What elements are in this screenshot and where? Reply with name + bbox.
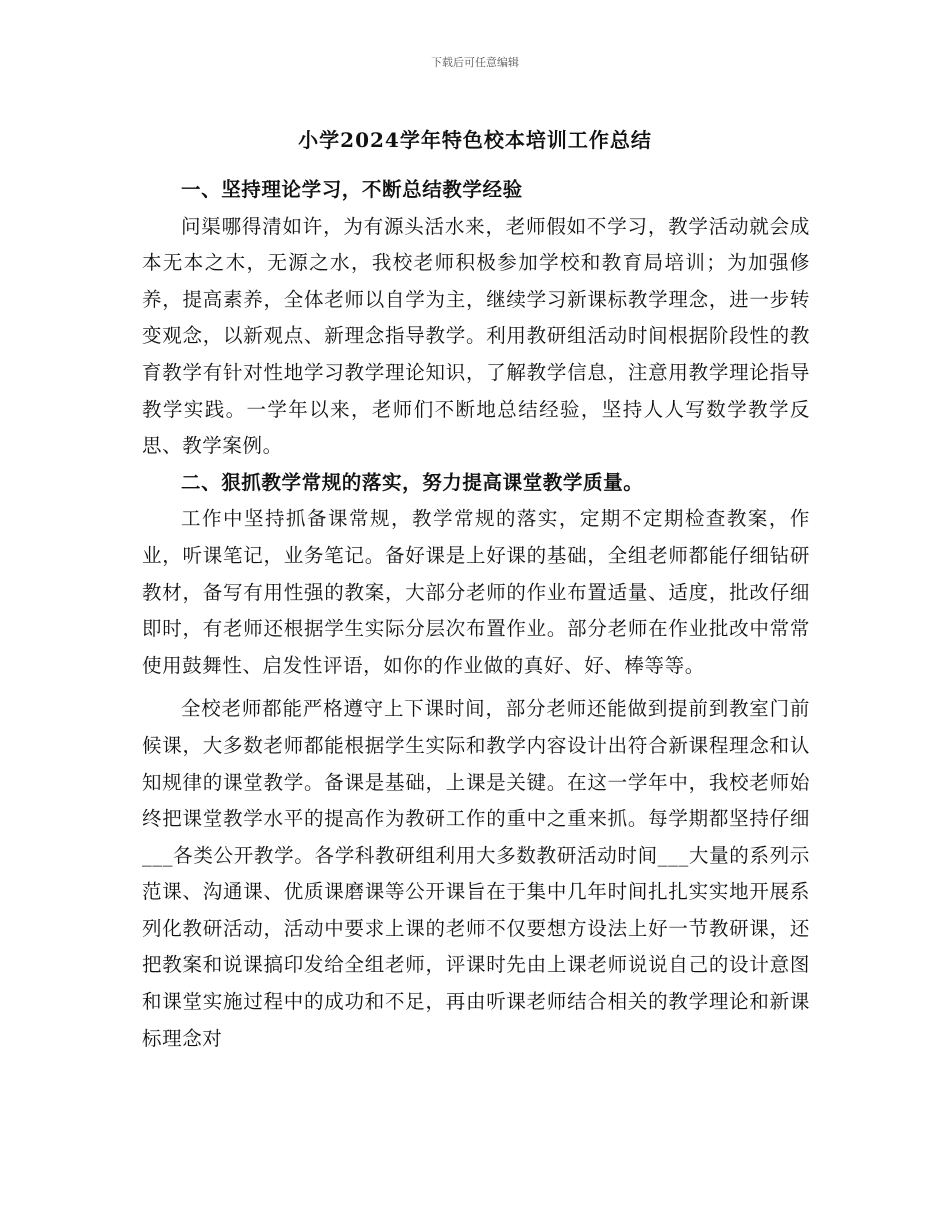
document-title: 小学2024学年特色校本培训工作总结 <box>298 128 652 152</box>
document-body <box>142 172 810 1057</box>
section-heading-1: 一、坚持理论学习，不断总结教学经验 <box>181 178 523 201</box>
paragraph-spacer <box>142 684 810 691</box>
paragraph-1: 问渠哪得清如许，为有源头活水来，老师假如不学习，教学活动就会成本无本之木，无源之水，我校老师积极参加学校和教育局培训；为加强修养，提高素养，全体老师以自学为主，继续学习新课标教学理念，进一步转变观念，以新观点、新理念指导教学。利用教研组活动时间根据阶段性的教育教学有针对性地学习教学理论知识，了解教学信息，注意用教学理论指导教学实践。一学年以来，老师们不断地总结经验，坚持人人写数学教学反思、教学案例。 <box>142 214 810 458</box>
paragraph-3: 全校老师都能严格遵守上下课时间，部分老师还能做到提前到教室门前候课，大多数老师都能根据学生实际和教学内容设计出符合新课程理念和认知规律的课堂教学。备课是基础，上课是关键。在这一学年中，我校老师始终把课堂教学水平的提高作为教研工作的重中之重来抓。每学期都坚持仔细___各类公开教学。各学科教研组利用大多数教研活动时间___大量的系列示范课、沟通课、优质课磨课等公开课旨在于集中几年时间扎扎实实地开展系列化教研活动，活动中要求上课的老师不仅要想方设法上好一节教研课，还把教案和说课搞印发给全组老师，评课时先由上课老师说说自己的设计意图和课堂实施过程中的成功和不足，再由听课老师结合相关的教学理论和新课标理念对 <box>142 697 810 1050</box>
section-heading-2: 二、狠抓教学常规的落实，努力提高课堂教学质量。 <box>181 470 644 494</box>
page-header-note: 下载后可任意编辑 <box>431 56 519 69</box>
paragraph-2: 工作中坚持抓备课常规，教学常规的落实，定期不定期检查教案，作业，听课笔记，业务笔记。备好课是上好课的基础，全组老师都能仔细钻研教材，备写有用性强的教案，大部分老师的作业布置适量、适度，批改仔细即时，有老师还根据学生实际分层次布置作业。部分老师在作业批改中常常使用鼓舞性、启发性评语，如你的作业做的真好、好、棒等等。 <box>142 507 810 677</box>
